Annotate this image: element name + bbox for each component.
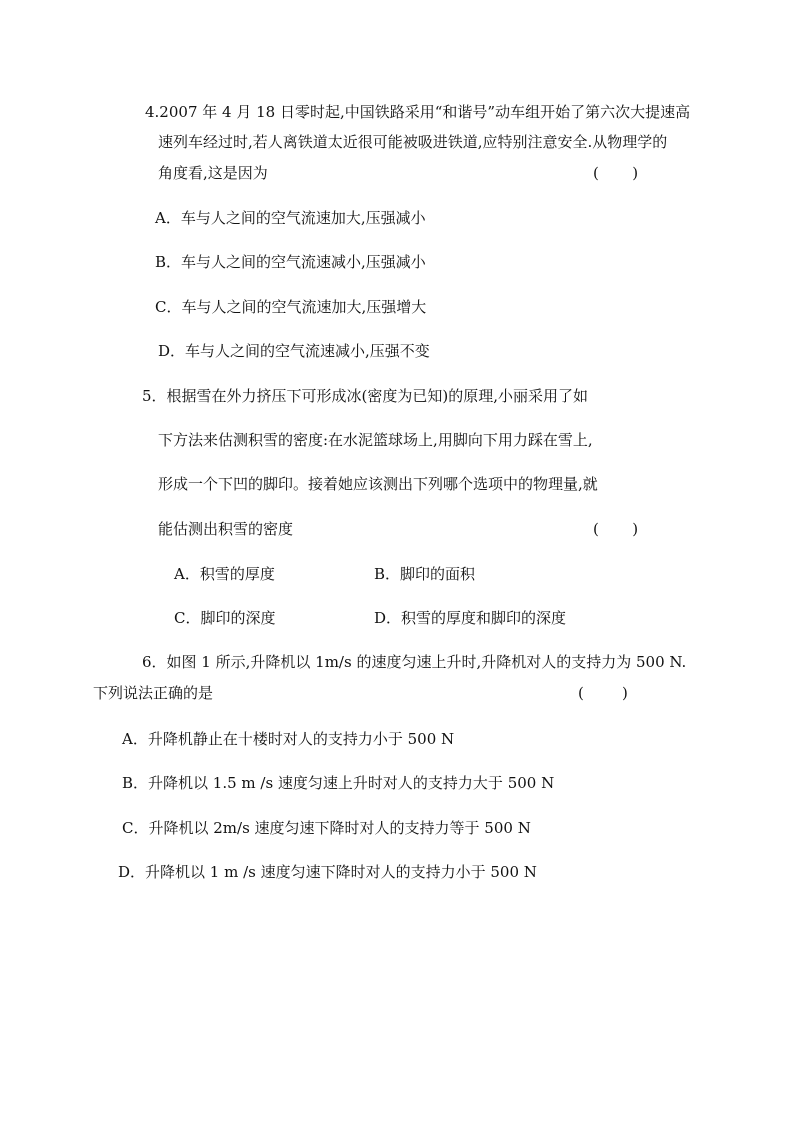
q4-stem-line1: 4.2007 年 4 月 18 日零时起,中国铁路采用“和谐号”动车组开始了第六次大提速高: [145, 103, 691, 121]
q6-option-b: B．升降机以 1.5 m /s 速度匀速上升时对人的支持力大于 500 N: [122, 774, 555, 792]
q4-option-a: A．车与人之间的空气流速加大,压强减小: [155, 209, 426, 227]
q4-option-c: C．车与人之间的空气流速加大,压强增大: [155, 298, 427, 316]
q5-option-c: C．脚印的深度: [174, 609, 276, 627]
q5-option-d: D．积雪的厚度和脚印的深度: [374, 609, 567, 627]
q6-stem-line1: 6．如图 1 所示,升降机以 1m/s 的速度匀速上升时,升降机对人的支持力为 500 N.: [142, 653, 687, 671]
q5-option-b: B．脚印的面积: [374, 565, 476, 583]
q4-option-d: D．车与人之间的空气流速减小,压强不变: [158, 342, 430, 360]
q4-option-b: B．车与人之间的空气流速减小,压强减小: [155, 253, 426, 271]
q5-stem-line2: 下方法来估测积雪的密度:在水泥篮球场上,用脚向下用力踩在雪上,: [158, 431, 593, 449]
q6-option-c: C．升降机以 2m/s 速度匀速下降时对人的支持力等于 500 N: [122, 819, 531, 837]
q6-stem-line2: 下列说法正确的是: [93, 684, 214, 702]
q5-answer-blank: ( ): [593, 520, 639, 538]
q4-stem-line2: 速列车经过时,若人离铁道太近很可能被吸进铁道,应特别注意安全.从物理学的: [158, 133, 668, 151]
q4-stem-line3: 角度看,这是因为: [158, 164, 268, 182]
q5-stem-line3: 形成一个下凹的脚印。接着她应该测出下列哪个选项中的物理量,就: [158, 475, 598, 493]
q5-stem-line4: 能估测出积雪的密度: [158, 520, 294, 538]
q4-answer-blank: ( ): [593, 164, 639, 182]
q5-option-a: A．积雪的厚度: [174, 565, 275, 583]
q5-stem-line1: 5．根据雪在外力挤压下可形成冰(密度为已知)的原理,小丽采用了如: [142, 387, 589, 405]
q6-option-a: A．升降机静止在十楼时对人的支持力小于 500 N: [122, 730, 455, 748]
q6-option-d: D．升降机以 1 m /s 速度匀速下降时对人的支持力小于 500 N: [118, 863, 537, 881]
q6-answer-blank: ( ): [578, 684, 628, 702]
